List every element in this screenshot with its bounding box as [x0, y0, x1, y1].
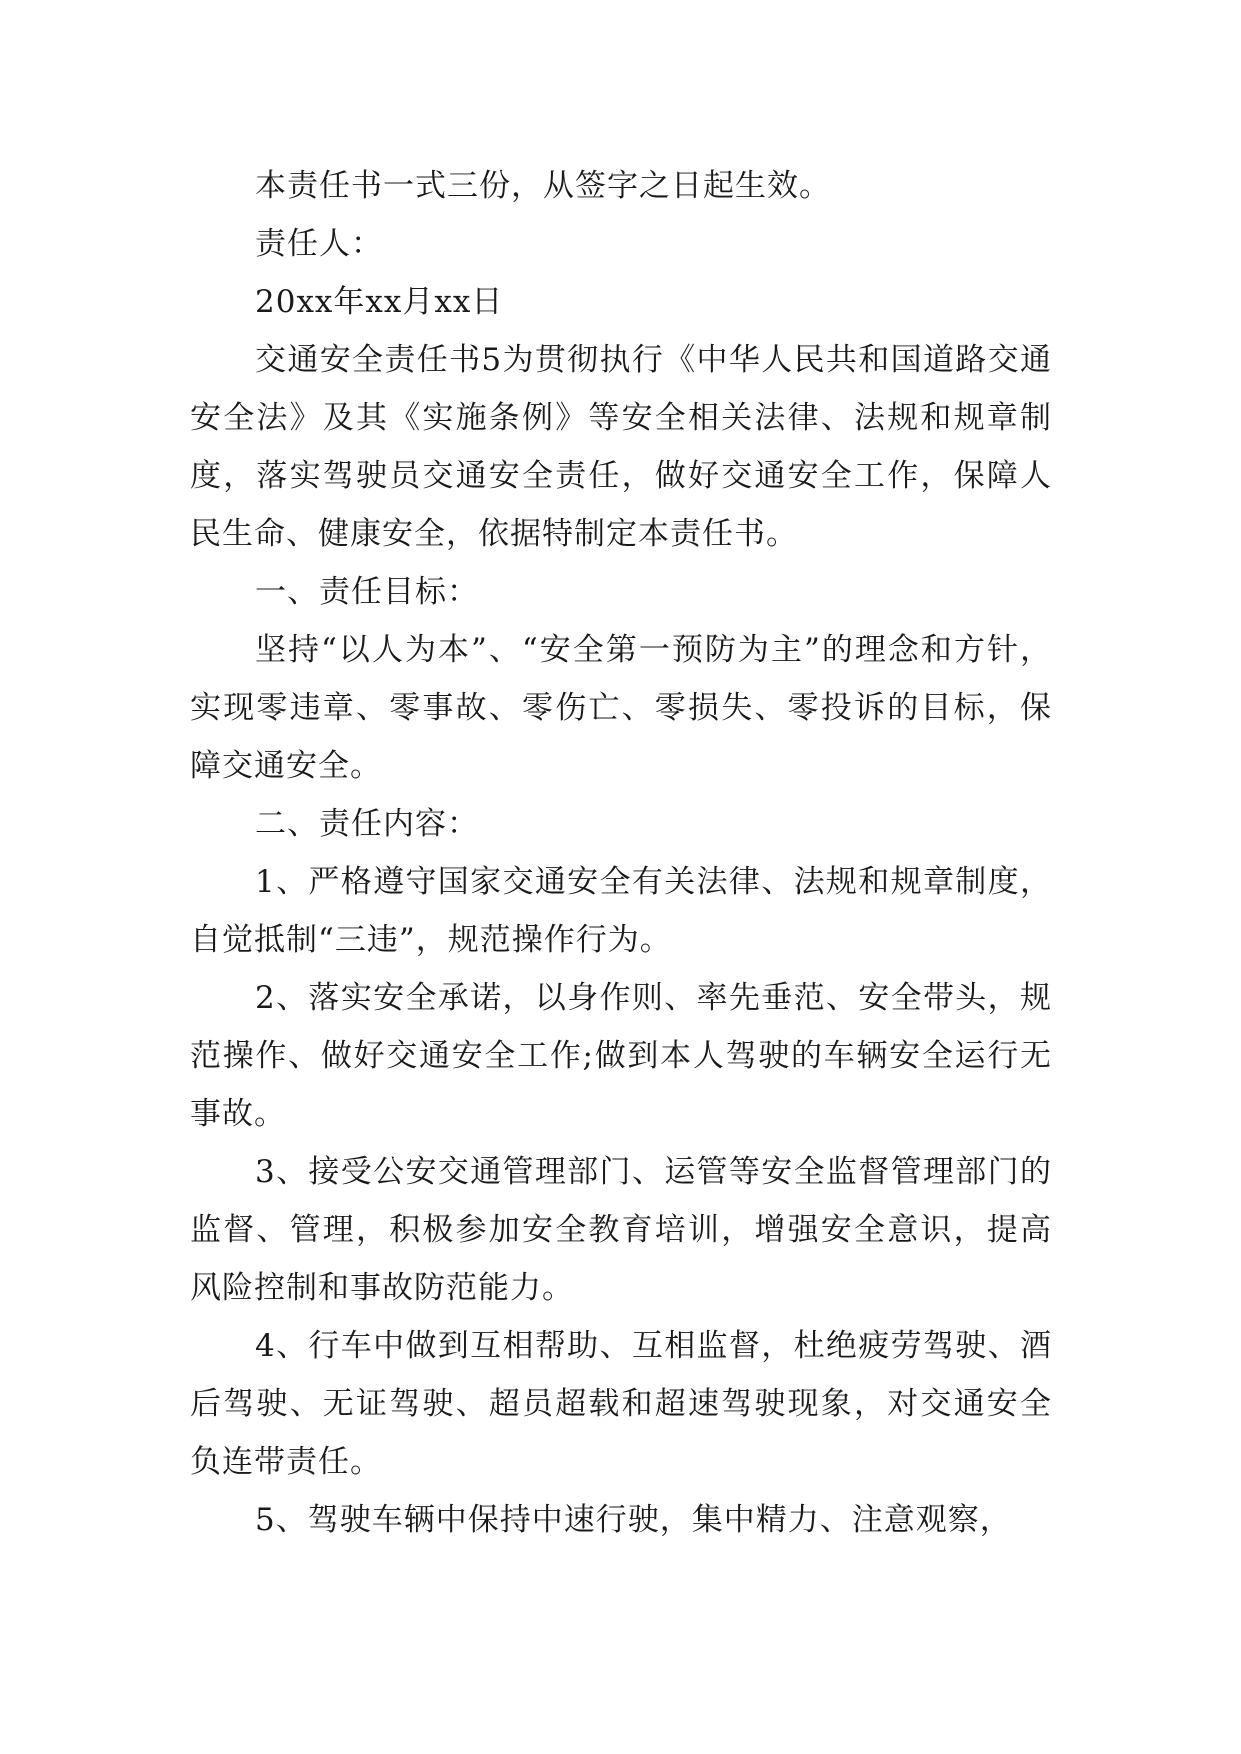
list-item-2: 2、落实安全承诺，以身作则、率先垂范、安全带头，规范操作、做好交通安全工作;做到本人驾驶的车辆安全运行无事故。 [190, 980, 1052, 1132]
document-body [190, 157, 1052, 1549]
paragraph-intro: 交通安全责任书5为贯彻执行《中华人民共和国道路交通安全法》及其《实施条例》等安全相关法律、法规和规章制度，落实驾驶员交通安全责任，做好交通安全工作，保障人民生命、健康安全，依据特制定本责任书。 [190, 342, 1052, 552]
paragraph-date: 20xx年xx月xx日 [255, 284, 504, 320]
paragraph-goal: 坚持“以人为本”、“安全第一预防为主”的理念和方针，实现零违章、零事故、零伤亡、零损失、零投诉的目标，保障交通安全。 [190, 632, 1052, 784]
list-item-1: 1、严格遵守国家交通安全有关法律、法规和规章制度，自觉抵制“三违”，规范操作行为。 [190, 864, 1052, 958]
heading-responsibility-goal: 一、责任目标： [255, 574, 479, 610]
paragraph-responsible-person: 责任人： [255, 226, 383, 262]
list-item-3: 3、接受公安交通管理部门、运管等安全监督管理部门的监督、管理，积极参加安全教育培训，增强安全意识，提高风险控制和事故防范能力。 [190, 1154, 1052, 1306]
paragraph-effective-clause: 本责任书一式三份，从签字之日起生效。 [255, 168, 831, 204]
list-item-4: 4、行车中做到互相帮助、互相监督，杜绝疲劳驾驶、酒后驾驶、无证驾驶、超员超载和超速驾驶现象，对交通安全负连带责任。 [190, 1328, 1052, 1480]
list-item-5: 5、驾驶车辆中保持中速行驶，集中精力、注意观察， [255, 1502, 1012, 1538]
heading-responsibility-content: 二、责任内容： [255, 806, 479, 842]
